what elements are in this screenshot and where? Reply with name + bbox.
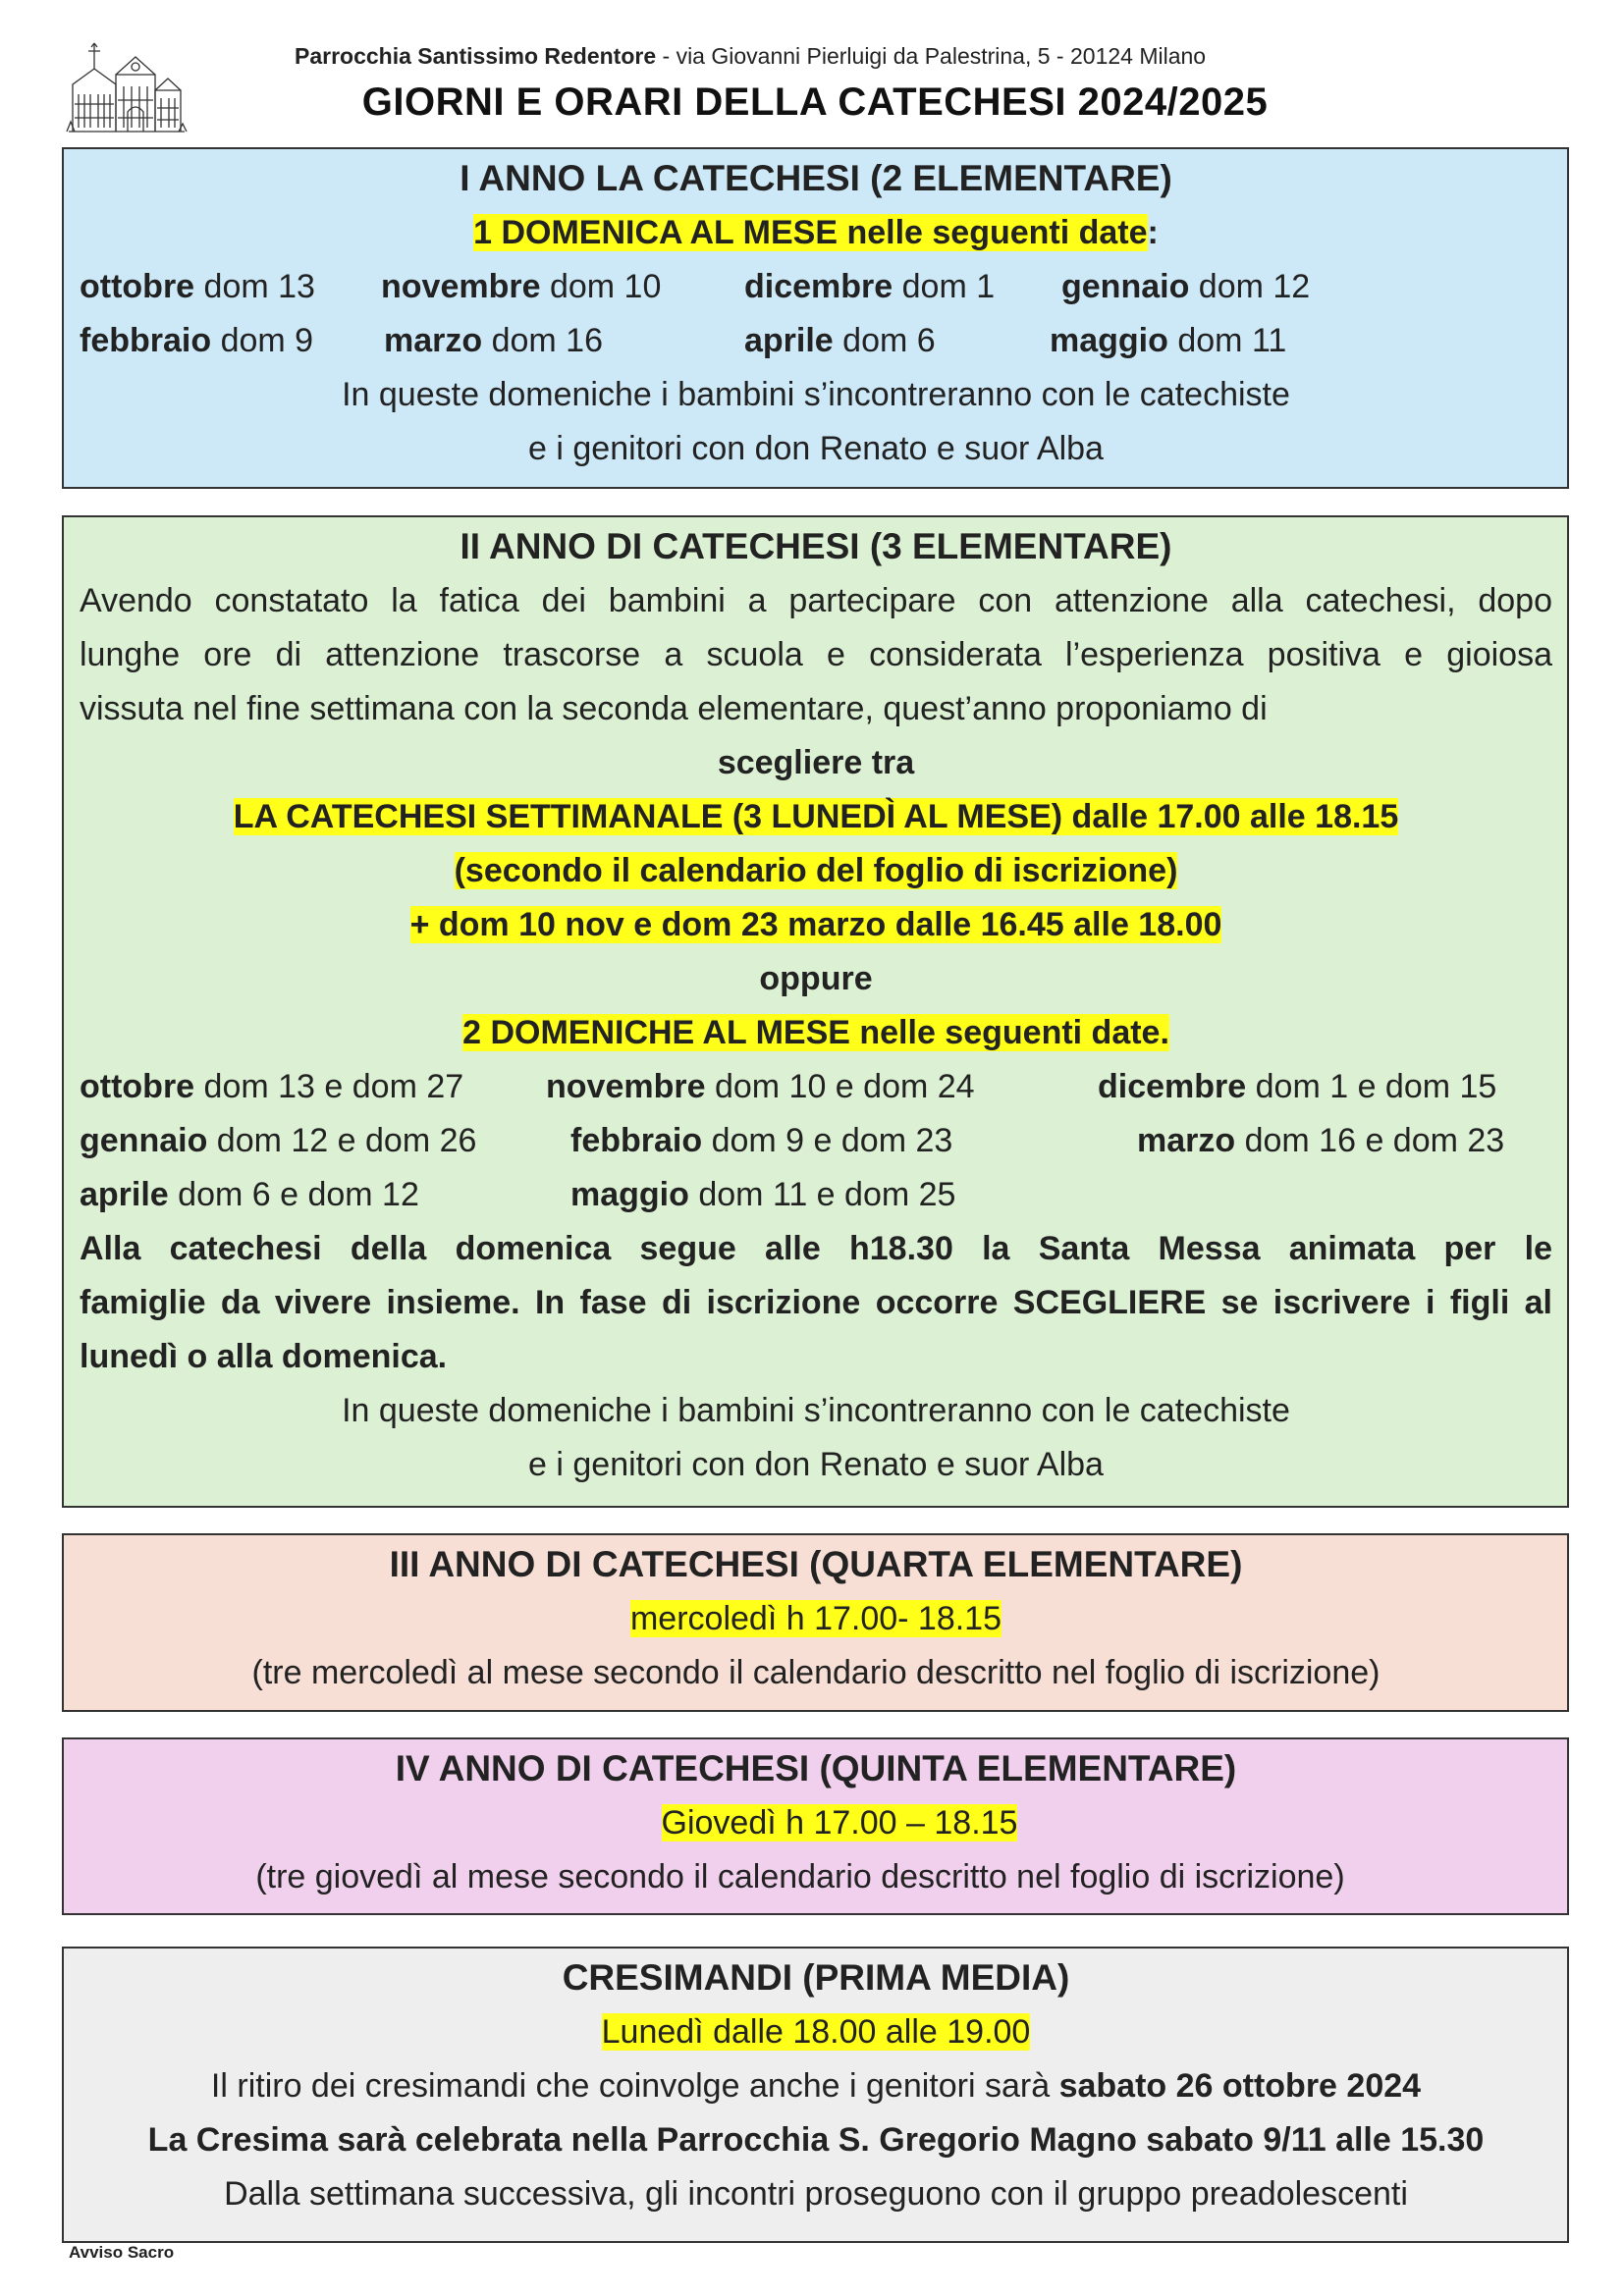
date-days: dom 12 e dom 26 — [207, 1122, 477, 1159]
date-item — [744, 319, 936, 362]
date-item — [570, 1173, 955, 1216]
confirmation-section — [62, 1947, 1569, 2243]
date-month: dicembre — [1098, 1068, 1247, 1105]
date-days: dom 12 — [1189, 268, 1311, 305]
parish-name: Parrocchia Santissimo Redentore — [295, 43, 657, 69]
year2-extra-sundays — [80, 903, 1552, 946]
date-month: aprile — [744, 322, 834, 359]
year2-intro-line3: vissuta nel fine settimana con la seconda elementare, quest’anno proponiamo di — [80, 690, 1268, 727]
year2-calendar-note — [80, 849, 1552, 892]
date-item — [80, 1119, 476, 1162]
confirmation-after: Dalla settimana successiva, gli incontri proseguono con il gruppo preadolescenti — [224, 2175, 1408, 2213]
date-item — [80, 1173, 419, 1216]
date-days: dom 10 — [540, 268, 662, 305]
footer-label: Avviso Sacro — [69, 2243, 175, 2262]
date-item — [384, 319, 603, 362]
date-item — [570, 1119, 952, 1162]
year2-weekly — [80, 795, 1552, 838]
year2-choose: scegliere tra — [717, 744, 915, 781]
date-days: dom 11 e dom 25 — [688, 1176, 956, 1213]
confirmation-schedule-text: Lunedì dalle 18.00 alle 19.00 — [601, 2013, 1031, 2051]
date-item — [1137, 1119, 1504, 1162]
date-item — [80, 1065, 463, 1108]
retreat-date: sabato 26 ottobre 2024 — [1058, 2067, 1422, 2105]
date-month: maggio — [1050, 322, 1168, 359]
date-item — [1050, 319, 1286, 362]
date-days: dom 13 — [194, 268, 315, 305]
parish-address — [295, 43, 1384, 70]
year3-schedule — [80, 1597, 1552, 1640]
confirmation-title: CRESIMANDI (PRIMA MEDIA) — [562, 1957, 1070, 1998]
year2-mass-line1: Alla catechesi della domenica segue alle h18.30 la Santa Messa animata per le — [80, 1230, 1552, 1267]
date-month: gennaio — [80, 1122, 208, 1159]
date-days: dom 6 e dom 12 — [168, 1176, 419, 1213]
date-days: dom 1 e dom 15 — [1246, 1068, 1497, 1105]
date-month: ottobre — [80, 1068, 195, 1105]
page-title: GIORNI E ORARI DELLA CATECHESI 2024/2025 — [361, 80, 1269, 124]
year2-or: oppure — [759, 960, 873, 997]
year1-section — [62, 147, 1569, 489]
confirmation-schedule — [80, 2010, 1552, 2054]
year4-schedule-text: Giovedì h 17.00 – 18.15 — [661, 1804, 1018, 1842]
year1-subtitle — [80, 211, 1552, 254]
year3-schedule-text: mercoledì h 17.00- 18.15 — [629, 1600, 1002, 1637]
year3-title: III ANNO DI CATECHESI (QUARTA ELEMENTARE) — [389, 1544, 1243, 1584]
date-days: dom 13 e dom 27 — [194, 1068, 464, 1105]
year3-section — [62, 1533, 1569, 1712]
date-month: novembre — [381, 268, 541, 305]
date-month: marzo — [384, 322, 483, 359]
parish-street: - via Giovanni Pierluigi da Palestrina, 5 - 20124 Milano — [656, 43, 1207, 69]
confirmation-retreat — [80, 2064, 1552, 2108]
date-days: dom 9 — [211, 322, 314, 359]
year2-calendar-note-text: (secondo il calendario del foglio di iscrizione) — [454, 852, 1178, 889]
year1-subtitle-colon: : — [1147, 214, 1159, 251]
year2-mass-line3: lunedì o alla domenica. — [80, 1338, 448, 1375]
date-item — [1061, 265, 1310, 308]
year2-mass-line2: famiglie da vivere insieme. In fase di iscrizione occorre SCEGLIERE se iscrivere i figli al — [80, 1284, 1552, 1321]
year2-section — [62, 515, 1569, 1508]
year2-extra-sundays-text: + dom 10 nov e dom 23 marzo dalle 16.45 alle 18.00 — [409, 906, 1222, 943]
date-item — [1098, 1065, 1496, 1108]
year2-note-line1: In queste domeniche i bambini s’incontreranno con le catechiste — [342, 1392, 1290, 1429]
year2-sundays-title-text: 2 DOMENICHE AL MESE nelle seguenti date. — [462, 1014, 1169, 1051]
date-month: gennaio — [1061, 268, 1190, 305]
year4-title: IV ANNO DI CATECHESI (QUINTA ELEMENTARE) — [395, 1748, 1237, 1789]
year2-title: II ANNO DI CATECHESI (3 ELEMENTARE) — [460, 526, 1172, 566]
year3-note: (tre mercoledì al mese secondo il calendario descritto nel foglio di iscrizione) — [251, 1654, 1380, 1691]
year4-note: (tre giovedì al mese secondo il calendario descritto nel foglio di iscrizione) — [255, 1858, 1345, 1896]
date-month: dicembre — [744, 268, 893, 305]
date-month: aprile — [80, 1176, 169, 1213]
retreat-text: Il ritiro dei cresimandi che coinvolge anche i genitori sarà — [210, 2067, 1059, 2105]
date-item — [744, 265, 995, 308]
date-item — [80, 319, 313, 362]
date-month: ottobre — [80, 268, 195, 305]
date-month: novembre — [546, 1068, 706, 1105]
date-days: dom 6 — [833, 322, 936, 359]
date-days: dom 10 e dom 24 — [705, 1068, 975, 1105]
date-month: marzo — [1137, 1122, 1236, 1159]
page-header — [0, 0, 1624, 147]
year2-note-line2: e i genitori con don Renato e suor Alba — [528, 1446, 1104, 1483]
year2-intro-line2: lunghe ore di attenzione trascorse a scuola e considerata l’esperienza positiva e gioiosa — [80, 636, 1552, 673]
year1-note-line2: e i genitori con don Renato e suor Alba — [528, 430, 1104, 467]
year2-sundays-title — [80, 1011, 1552, 1054]
year2-weekly-text: LA CATECHESI SETTIMANALE (3 LUNEDÌ AL MESE) dalle 17.00 alle 18.15 — [233, 798, 1399, 835]
year4-schedule — [103, 1801, 1576, 1844]
date-days: dom 9 e dom 23 — [702, 1122, 953, 1159]
year2-intro-line1: Avendo constatato la fatica dei bambini a partecipare con attenzione alla catechesi, dopo — [80, 582, 1552, 619]
year1-title: I ANNO LA CATECHESI (2 ELEMENTARE) — [460, 158, 1172, 198]
date-days: dom 1 — [893, 268, 996, 305]
date-days: dom 16 — [482, 322, 603, 359]
confirmation-ceremony: La Cresima sarà celebrata nella Parrocchia S. Gregorio Magno sabato 9/11 alle 15.30 — [147, 2121, 1485, 2159]
date-item — [546, 1065, 975, 1108]
date-days: dom 16 e dom 23 — [1235, 1122, 1505, 1159]
date-month: febbraio — [80, 322, 212, 359]
date-item — [381, 265, 661, 308]
date-days: dom 11 — [1167, 322, 1287, 359]
date-month: maggio — [570, 1176, 689, 1213]
date-item — [80, 265, 315, 308]
year1-note-line1: In queste domeniche i bambini s’incontreranno con le catechiste — [342, 376, 1290, 413]
year1-subtitle-text: 1 DOMENICA AL MESE nelle seguenti date — [473, 214, 1148, 251]
date-month: febbraio — [570, 1122, 703, 1159]
year4-section — [62, 1737, 1569, 1915]
